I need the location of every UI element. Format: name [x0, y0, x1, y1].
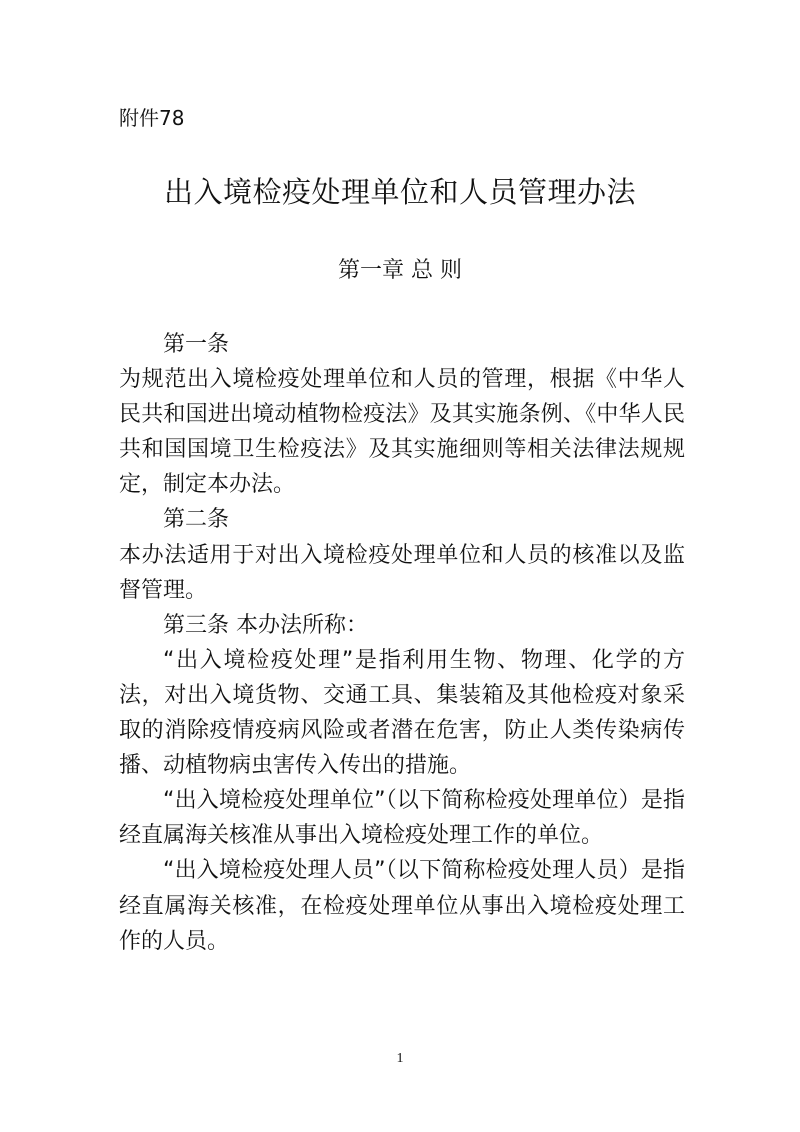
- article-3-paragraph-2: “出入境检疫处理单位”（以下简称检疫处理单位）是指经直属海关核准从事出入境检疫处理工作的单位。: [119, 788, 685, 849]
- article-3-paragraph-1: “出入境检疫处理”是指利用生物、物理、化学的方法，对出入境货物、交通工具、集装箱及其他检疫对象采取的消除疫情疫病风险或者潜在危害，防止人类传染病传播、动植物病虫害传入传出的措施。: [119, 647, 685, 779]
- document-title: 出入境检疫处理单位和人员管理办法: [163, 175, 636, 209]
- article-1-text: 为规范出入境检疫处理单位和人员的管理，根据《中华人民共和国进出境动植物检疫法》及其实施条例、《中华人民共和国国境卫生检疫法》及其实施细则等相关法律法规规定，制定本办法。: [119, 367, 685, 498]
- article-2-text: 本办法适用于对出入境检疫处理单位和人员的核准以及监督管理。: [119, 542, 685, 603]
- article-2-heading: 第二条: [163, 507, 230, 533]
- article-3-heading: 第三条 本办法所称：: [163, 612, 368, 638]
- article-1-heading: 第一条: [163, 332, 230, 357]
- chapter-heading: 第一章 总 则: [338, 258, 462, 283]
- article-3-paragraph-3: “出入境检疫处理人员”（以下简称检疫处理人员）是指经直属海关核准，在检疫处理单位从事出入境检疫处理工作的人员。: [119, 858, 685, 954]
- page-number: 1: [396, 1051, 404, 1066]
- document-body: [119, 327, 685, 959]
- attachment-label: 附件78: [119, 106, 185, 130]
